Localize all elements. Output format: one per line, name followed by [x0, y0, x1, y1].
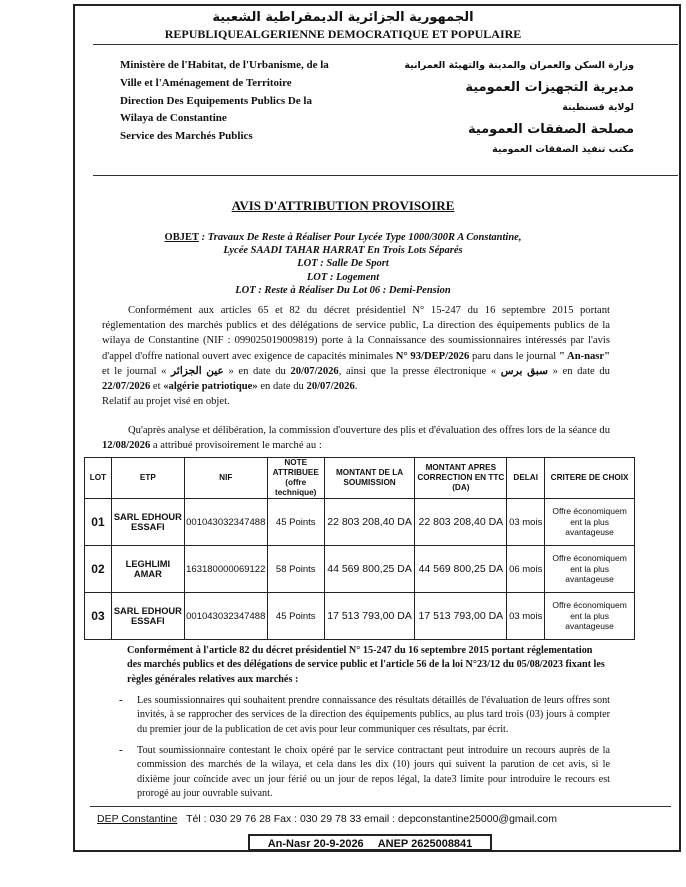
ministry-arabic: وزارة السكن والعمران والمدينة والتهيئة العمرانية	[404, 60, 634, 71]
header-etp: ETP	[111, 458, 184, 499]
cell-etp: SARL EDHOUR ESSAFI	[111, 499, 184, 546]
bullet-dash: -	[119, 694, 123, 706]
cell-note: 45 Points	[267, 499, 324, 546]
cell-note: 58 Points	[267, 546, 324, 593]
objet-line1: Travaux De Reste à Réaliser Pour Lycée Type 1000/300R A Constantine,	[207, 232, 522, 243]
cell-critere: Offre économiquem ent la plus avantageuse	[545, 499, 635, 546]
cell-montant-apres: 22 803 208,40 DA	[415, 499, 507, 546]
cell-critere: Offre économiquem ent la plus avantageuse	[545, 593, 635, 640]
cell-note: 45 Points	[267, 593, 324, 640]
cell-nif: 163180000069122	[184, 546, 267, 593]
objet-lot3: LOT : Reste à Réaliser Du Lot 06 : Demi-Pension	[235, 284, 451, 296]
footer-divider	[90, 806, 671, 807]
relatif-line: Relatif au projet visé en objet.	[102, 396, 230, 408]
issuer-line: Ville et l'Aménagement de Territoire	[120, 76, 292, 89]
table-row	[85, 546, 635, 593]
table-row	[85, 499, 635, 546]
header-critere: CRITERE DE CHOIX	[545, 458, 635, 499]
direction-arabic: مديرية التجهيزات العمومية	[465, 80, 634, 95]
cell-lot: 03	[85, 593, 112, 640]
objet-lot1: LOT : Salle De Sport	[297, 258, 389, 270]
header-montant: MONTANT DE LA SOUMISSION	[324, 458, 415, 499]
bullet-results: Les soumissionnaires qui souhaitent prendre connaissance des résultats détaillés de l'évaluation de leurs offres sont invités, à se rapprocher des services de la direction des équipements publics, au plus tard trois (03) jours à compter du premier jour de la publication de cet avis pour leur communiquer ces résultats, par écrit.	[137, 695, 610, 735]
analysis-paragraph: Qu'après analyse et délibération, la commission d'ouverture des plis et d'évaluation des offres lors de la séance du 12/08/2026 a attribué provisoirement le marché au :	[102, 425, 610, 452]
cell-nif: 001043032347488	[184, 499, 267, 546]
cell-montant: 22 803 208,40 DA	[324, 499, 415, 546]
issuer-arabic	[404, 60, 634, 164]
cell-montant: 17 513 793,00 DA	[324, 593, 415, 640]
header-delai: DELAI	[507, 458, 545, 499]
objet-label: OBJET	[164, 232, 199, 243]
notice-title: AVIS D'ATTRIBUTION PROVISOIRE	[231, 198, 455, 213]
republic-title-arabic: الجمهورية الجزائرية الديمقراطية الشعبية	[212, 10, 474, 25]
objet-line2: Lycée SAADI TAHAR HARRAT En Trois Lots Séparés	[223, 245, 463, 257]
office-arabic: مكتب تنفيذ الصفقات العمومية	[492, 144, 634, 155]
objet-lot2: LOT : Logement	[306, 271, 380, 283]
cell-montant-apres: 44 569 800,25 DA	[415, 546, 507, 593]
bullet-recours: Tout soumissionnaire contestant le choix opéré par le service contractant peut introduire un recours auprès de la commission des marchés de la wilaya, et cela dans les dix (10) jours qui suivent la parution de cet avis, si le dixième jour coïncide avec un jour férié ou un jour de repos légal, la date3 limite pour introduire le recours est prorogé au jour ouvrable suivant.	[137, 745, 610, 799]
cell-lot: 01	[85, 499, 112, 546]
header-divider	[93, 44, 678, 45]
footer-org: DEP Constantine	[97, 813, 178, 825]
header-nif: NIF	[184, 458, 267, 499]
intro-paragraph: Conformément aux articles 65 et 82 du décret présidentiel N° 15-247 du 16 septembre 2015 portant réglementation des marchés publics et des délégations de service public, La direction des équipements publics de la wilaya de Constantine (NIF : 099025019009819) porte à la Connaissance des soumissionnaires intéressés par l'avis d'appel d'offre national ouvert avec exigence de capacités minimales N° 93/DEP/2026 paru dans le journal " An-nasr" et le journal « عين الجزائر » en date du 20/07/2026, ainsi que la presse électronique « سبق برس » en date du 22/07/2026 et «algérie patriotique» en date du 20/07/2026. Relatif au projet visé en objet.	[102, 305, 611, 408]
issuer-line: Ministère de l'Habitat, de l'Urbanisme, de la	[120, 59, 329, 71]
issuer-line: Direction Des Equipements Publics De la	[120, 94, 312, 107]
cell-delai: 03 mois	[507, 593, 545, 640]
cell-delai: 03 mois	[507, 499, 545, 546]
table-header-row	[85, 458, 635, 499]
notice-object: OBJET : Travaux De Reste à Réaliser Pour Lycée Type 1000/300R A Constantine, Lycée SAADI TAHAR HARRAT En Trois Lots Séparés LOT : Salle De Sport LOT : Logement LOT : Reste à Réaliser Du Lot 06 : Demi-Pension	[100, 231, 586, 297]
table-row	[85, 593, 635, 640]
header-lot: LOT	[85, 458, 112, 499]
cell-critere: Offre économiquem ent la plus avantageuse	[545, 546, 635, 593]
publication-badge	[248, 834, 492, 851]
issuer-line: Service des Marchés Publics	[120, 130, 253, 143]
cell-nif: 001043032347488	[184, 593, 267, 640]
badge-paper: An-Nasr 20-9-2026	[267, 838, 364, 850]
bullet-dash: -	[119, 744, 123, 756]
header-montant-apres: MONTANT APRES CORRECTION EN TTC (DA)	[415, 458, 507, 499]
attribution-table	[84, 457, 635, 640]
header-note: NOTE ATTRIBUEE (offre technique)	[267, 458, 324, 499]
issuer-divider	[93, 175, 678, 176]
cell-montant-apres: 17 513 793,00 DA	[415, 593, 507, 640]
cell-etp: LEGHLIMI AMAR	[111, 546, 184, 593]
footer-details: Tél : 030 29 76 28 Fax : 030 29 78 33 email : depconstantine25000@gmail.com	[186, 813, 557, 825]
cell-delai: 06 mois	[507, 546, 545, 593]
cell-montant: 44 569 800,25 DA	[324, 546, 415, 593]
wilaya-arabic: لولاية قسنطينة	[562, 102, 634, 113]
badge-anep: ANEP 2625008841	[377, 838, 473, 850]
republic-title-french: REPUBLIQUEALGERIENNE DEMOCRATIQUE ET POPULAIRE	[164, 27, 522, 41]
issuer-line: Wilaya de Constantine	[120, 112, 227, 125]
issuer-french	[120, 57, 375, 146]
cell-etp: SARL EDHOUR ESSAFI	[111, 593, 184, 640]
cell-lot: 02	[85, 546, 112, 593]
service-arabic: مصلحة الصفقات العمومية	[467, 122, 634, 137]
footer-contact	[97, 813, 557, 825]
article-82-paragraph: Conformément à l'article 82 du décret présidentiel N° 15-247 du 16 septembre 2015 portant réglementation des marchés publics et des délégations de service public et l'article 56 de la loi N°23/12 du 05/08/2023 fixant les règles générales relatives aux marchés :	[127, 645, 605, 685]
